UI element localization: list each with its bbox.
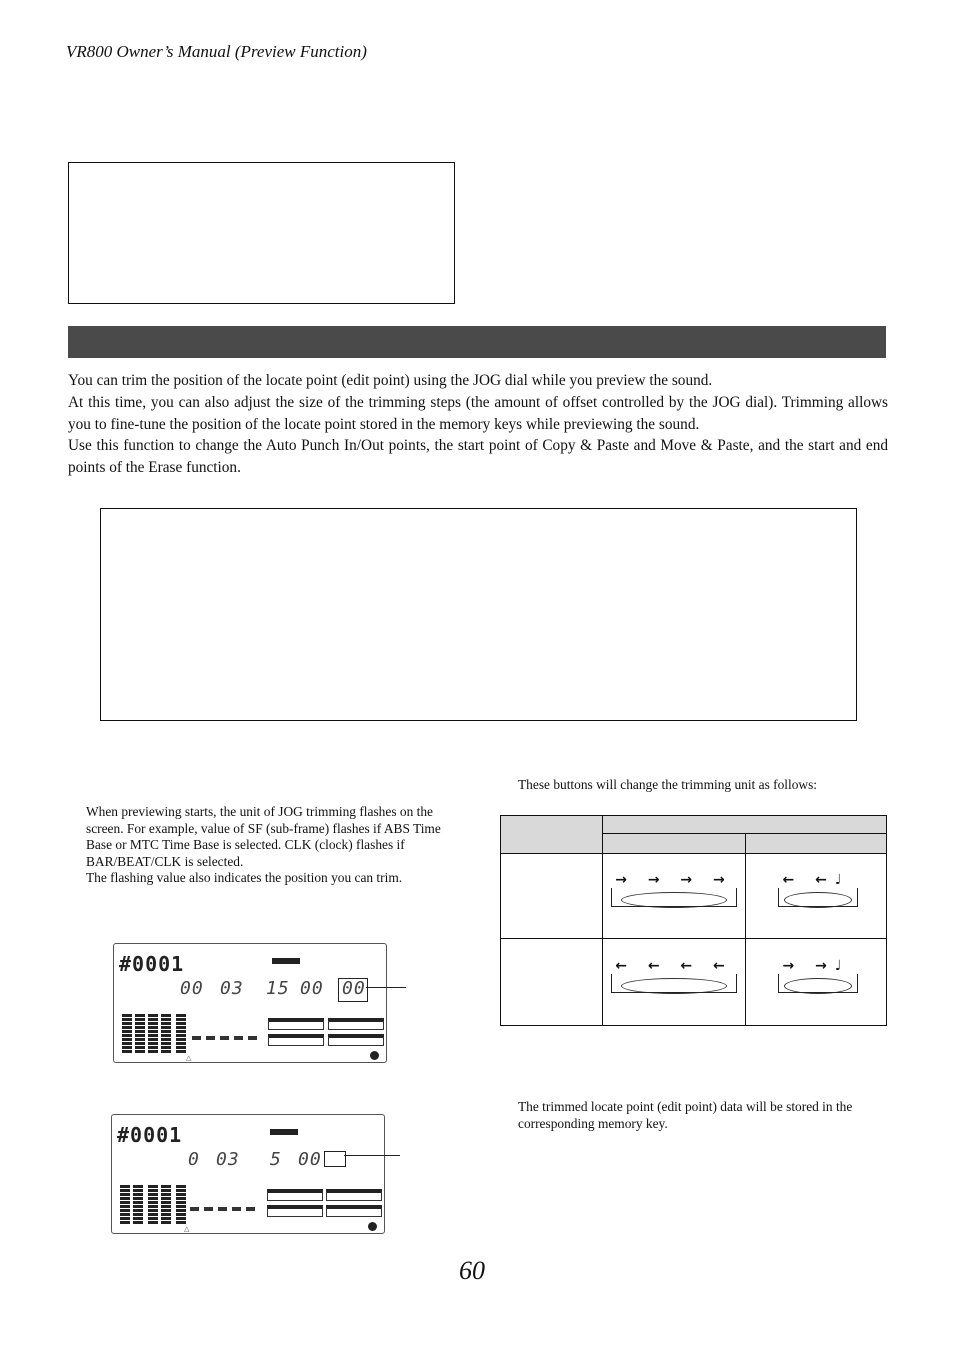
timecode-hours: 0	[188, 1149, 200, 1170]
jog-description-paragraph-1: When previewing starts, the unit of JOG trimming flashes on the screen. For example, value of SF (sub-frame) flashes if ABS Time Base or MTC Time Base is selected. CLK (clock) flashes if BAR/BEAT/CLK is selected.	[86, 804, 441, 869]
right-arrows-note-icon: → →♩	[782, 958, 850, 974]
loop-diagram	[746, 888, 886, 920]
memory-number: #0001	[117, 1123, 183, 1147]
timecode-minutes: 03	[216, 1149, 240, 1170]
table-row2-label	[501, 939, 603, 1026]
page-header-title: VR800 Owner’s Manual (Preview Function)	[66, 42, 367, 61]
buttons-note: These buttons will change the trimming unit as follows:	[518, 777, 818, 792]
table-row1-cell2	[746, 854, 887, 939]
table-header-top	[603, 816, 887, 834]
intro-text	[68, 370, 888, 479]
record-dot	[368, 1222, 377, 1231]
intro-paragraph-3: Use this function to change the Auto Punch In/Out points, the start point of Copy & Paste and Move & Paste, and the start and end points of the Erase function.	[68, 437, 888, 477]
jog-description-paragraph-2: The flashing value also indicates the position you can trim.	[86, 870, 403, 886]
timecode-seconds: 5	[270, 1149, 282, 1170]
table-header-left	[501, 816, 603, 854]
timecode-minutes: 03	[220, 978, 244, 999]
notice-box-top	[68, 162, 455, 304]
loop-diagram	[746, 974, 886, 1006]
loop-diagram	[603, 888, 745, 920]
section-heading-bar	[68, 326, 886, 358]
timecode-subframes: 00	[342, 978, 366, 999]
page-number: 60	[459, 1256, 485, 1285]
intro-paragraph-2: At this time, you can also adjust the size of the trimming steps (the amount of offset controlled by the JOG dial). Trimming allows you to fine-tune the position of the locate point stored in the memory keys while previewing the sound.	[68, 393, 888, 433]
table-header-col1	[603, 834, 746, 854]
flash-highlight-box	[338, 978, 368, 1002]
intro-paragraph-1: You can trim the position of the locate point (edit point) using the JOG dial while you preview the sound.	[68, 372, 713, 389]
indicator-bar	[270, 1129, 298, 1135]
flash-highlight-box	[324, 1151, 346, 1167]
right-arrows-icon: → → → →	[615, 872, 733, 888]
notice-box-middle	[100, 508, 857, 721]
lcd-display-1: #0001 00 03 15 00 00 △	[113, 943, 387, 1063]
timecode-frames: 00	[298, 1149, 322, 1170]
indicator-bar	[272, 958, 300, 964]
timecode-frames: 00	[300, 978, 324, 999]
jog-trimming-description	[86, 804, 458, 887]
table-header-col2	[746, 834, 887, 854]
memory-number: #0001	[119, 952, 185, 976]
table-row2-cell1	[603, 939, 746, 1026]
store-note: The trimmed locate point (edit point) data will be stored in the corresponding memory key.	[518, 1099, 853, 1131]
callout-line-2	[344, 1155, 400, 1156]
callout-line-1	[366, 987, 406, 988]
table-row1-label	[501, 854, 603, 939]
table-row1-cell1	[603, 854, 746, 939]
trimming-unit-table	[500, 815, 887, 1026]
timecode-hours: 00	[180, 978, 204, 999]
left-arrows-note-icon: ← ←♩	[782, 872, 850, 888]
table-row2-cell2	[746, 939, 887, 1026]
timecode-seconds: 15	[266, 978, 290, 999]
left-arrows-icon: ← ← ← ←	[615, 958, 733, 974]
loop-diagram	[603, 974, 745, 1006]
record-dot	[370, 1051, 379, 1060]
lcd-display-2: #0001 0 03 5 00 △	[111, 1114, 385, 1234]
